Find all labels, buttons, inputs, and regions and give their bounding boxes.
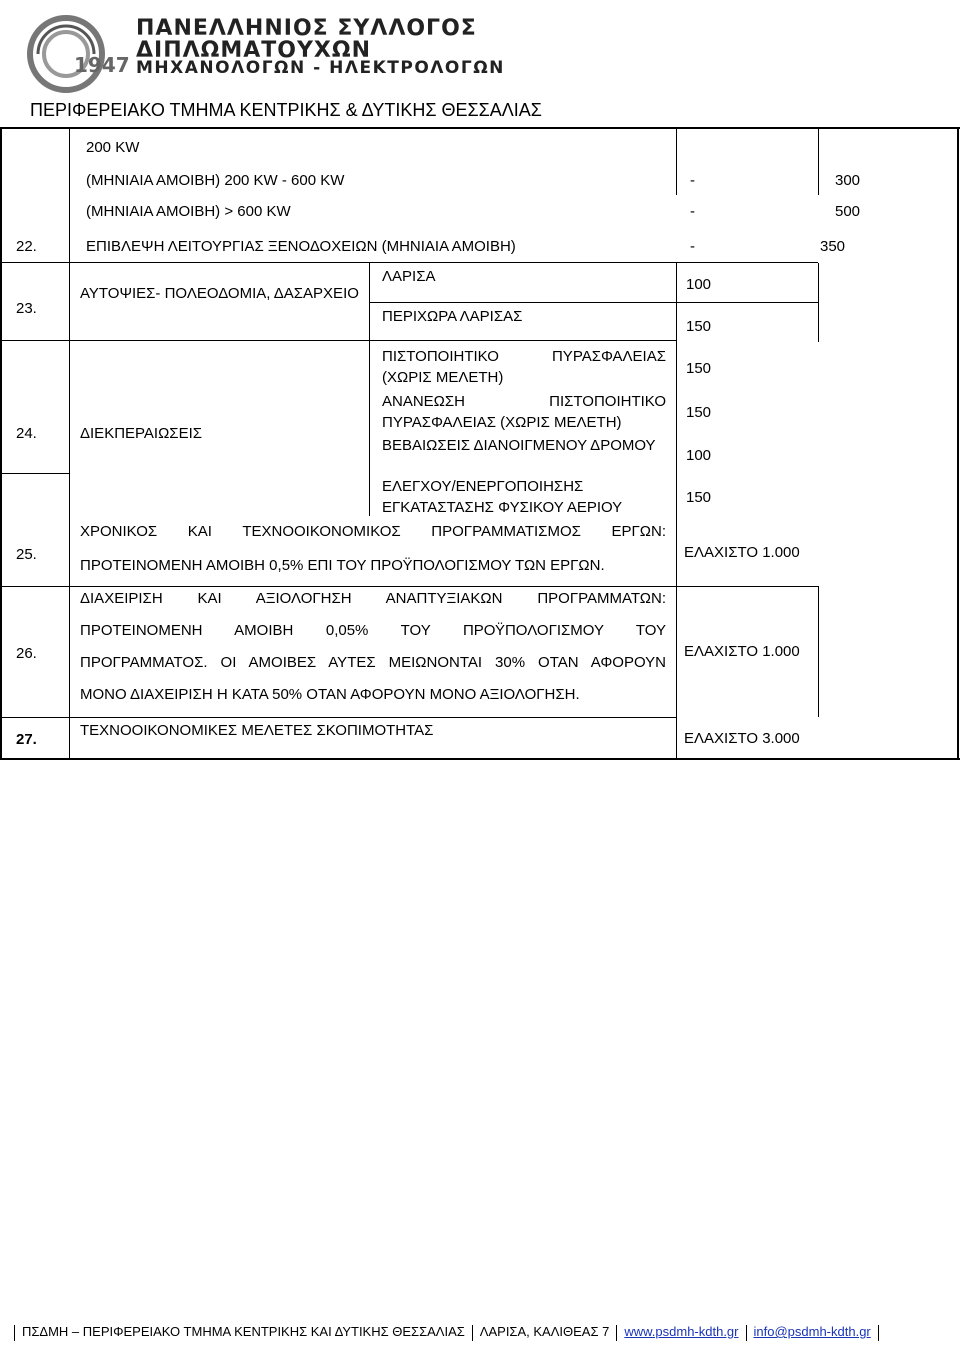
row-24-sub3: ΒΕΒΑΙΩΣΕΙΣ ΔΙΑΝΟΙΓΜΕΝΟΥ ΔΡΟΜΟΥ xyxy=(382,437,656,454)
row-26-line4: ΜΟΝΟ ΔΙΑΧΕΙΡΙΣΗ Η ΚΑΤΑ 50% ΟΤΑΝ ΑΦΟΡΟΥΝ ΜΟΝΟ ΑΞΙΟΛΟΓΗΣΗ. xyxy=(80,686,580,703)
footer xyxy=(0,1324,960,1341)
org-name-line3: ΜΗΧΑΝΟΛΟΓΩΝ - ΗΛΕΚΤΡΟΛΟΓΩΝ xyxy=(136,58,505,78)
row-24-sub2-line2: ΠΥΡΑΣΦΑΛΕΙΑΣ (ΧΩΡΙΣ ΜΕΛΕΤΗ) xyxy=(382,414,622,431)
row-22-value: 350 xyxy=(820,238,846,255)
row-200-600kw-label: (ΜΗΝΙΑΙΑ ΑΜΟΙΒΗ) 200 KW - 600 KW xyxy=(86,172,345,189)
row-23-sub-perichora: ΠΕΡΙΧΩΡΑ ΛΑΡΙΣΑΣ xyxy=(382,308,523,325)
row-22-number: 22. xyxy=(16,238,37,255)
row-25-line2: ΠΡΟΤΕΙΝΟΜΕΝΗ ΑΜΟΙΒΗ 0,5% ΕΠΙ ΤΟΥ ΠΡΟΫΠΟΛΟΓΙΣΜΟΥ ΤΩΝ ΕΡΓΩΝ. xyxy=(80,557,605,574)
row-27-label: ΤΕΧΝΟΟΙΚΟΝΟΜΙΚΕΣ ΜΕΛΕΤΕΣ ΣΚΟΠΙΜΟΤΗΤΑΣ xyxy=(80,722,434,739)
row-23-label: ΑΥΤΟΨΙΕΣ- ΠΟΛΕΟΔΟΜΙΑ, ΔΑΣΑΡΧΕΙΟ xyxy=(80,285,359,302)
row-24-value4: 150 xyxy=(686,489,712,506)
row-24-sub4-line1: ΕΛΕΓΧΟΥ/ΕΝΕΡΓΟΠΟΙΗΣΗΣ xyxy=(382,478,584,495)
row-24-number: 24. xyxy=(16,425,37,442)
row-600kw-dash: - xyxy=(690,203,695,220)
org-name-line2: ΔΙΠΛΩΜΑΤΟΥΧΩΝ xyxy=(136,38,371,63)
row-600kw-value: 500 xyxy=(835,203,861,220)
row-26-number: 26. xyxy=(16,645,37,662)
org-name-line1: ΠΑΝΕΛΛΗΝΙΟΣ ΣΥΛΛΟΓΟΣ xyxy=(136,16,477,41)
row-23-number: 23. xyxy=(16,300,37,317)
row-24-label: ΔΙΕΚΠΕΡΑΙΩΣΕΙΣ xyxy=(80,425,203,442)
row-24-sub2-line1: ΑΝΑΝΕΩΣΗ ΠΙΣΤΟΠΟΙΗΤΙΚΟ xyxy=(382,393,666,410)
row-600kw-label: (ΜΗΝΙΑΙΑ ΑΜΟΙΒΗ) > 600 KW xyxy=(86,203,291,220)
footer-address: ΛΑΡΙΣΑ, ΚΑΛΙΘΕΑΣ 7 xyxy=(479,1324,610,1339)
row-24-value2: 150 xyxy=(686,404,712,421)
row-23-value-perichora: 150 xyxy=(686,318,712,335)
row-200kw-label: 200 KW xyxy=(86,139,140,156)
row-27-value: ΕΛΑΧΙΣΤΟ 3.000 xyxy=(684,730,800,747)
row-24-sub4-line2: ΕΓΚΑΤΑΣΤΑΣΗΣ ΦΥΣΙΚΟΥ ΑΕΡΙΟΥ xyxy=(382,499,623,516)
row-24-sub1-line2: (ΧΩΡΙΣ ΜΕΛΕΤΗ) xyxy=(382,369,504,386)
logo-year: 1947 xyxy=(74,53,130,77)
row-200-600kw-value: 300 xyxy=(835,172,861,189)
row-25-line1: ΧΡΟΝΙΚΟΣ ΚΑΙ ΤΕΧΝΟΟΙΚΟΝΟΜΙΚΟΣ ΠΡΟΓΡΑΜΜΑΤΙΣΜΟΣ ΕΡΓΩΝ: xyxy=(80,523,666,540)
row-24-sub1-line1: ΠΙΣΤΟΠΟΙΗΤΙΚΟ ΠΥΡΑΣΦΑΛΕΙΑΣ xyxy=(382,348,666,365)
row-26-line1: ΔΙΑΧΕΙΡΙΣΗ ΚΑΙ ΑΞΙΟΛΟΓΗΣΗ ΑΝΑΠΤΥΞΙΑΚΩΝ ΠΡΟΓΡΑΜΜΑΤΩΝ: xyxy=(80,590,666,607)
row-22-dash: - xyxy=(690,238,695,255)
row-22-label: ΕΠΙΒΛΕΨΗ ΛΕΙΤΟΥΡΓΙΑΣ ΞΕΝΟΔΟΧΕΙΩΝ (ΜΗΝΙΑΙΑ ΑΜΟΙΒΗ) xyxy=(86,238,516,255)
footer-org: ΠΣΔΜΗ – ΠΕΡΙΦΕΡΕΙΑΚΟ ΤΜΗΜΑ ΚΕΝΤΡΙΚΗΣ ΚΑΙ ΔΥΤΙΚΗΣ ΘΕΣΣΑΛΙΑΣ xyxy=(22,1324,465,1339)
row-26-value: ΕΛΑΧΙΣΤΟ 1.000 xyxy=(684,643,800,660)
row-24-value1: 150 xyxy=(686,360,712,377)
row-25-number: 25. xyxy=(16,546,37,563)
row-23-value-larisa: 100 xyxy=(686,276,712,293)
row-200-600kw-dash: - xyxy=(690,172,695,189)
row-25-value: ΕΛΑΧΙΣΤΟ 1.000 xyxy=(684,544,800,561)
row-24-value3: 100 xyxy=(686,447,712,464)
region-title: ΠΕΡΙΦΕΡΕΙΑΚΟ ΤΜΗΜΑ ΚΕΝΤΡΙΚΗΣ & ΔΥΤΙΚΗΣ ΘΕΣΣΑΛΙΑΣ xyxy=(30,100,542,120)
logo xyxy=(26,14,130,94)
row-26-line2: ΠΡΟΤΕΙΝΟΜΕΝΗ ΑΜΟΙΒΗ 0,05% ΤΟΥ ΠΡΟΫΠΟΛΟΓΙΣΜΟΥ ΤΟΥ xyxy=(80,622,666,639)
footer-email-link[interactable]: info@psdmh-kdth.gr xyxy=(753,1324,871,1339)
footer-website-link[interactable]: www.psdmh-kdth.gr xyxy=(624,1324,739,1339)
row-23-sub-larisa: ΛΑΡΙΣΑ xyxy=(382,268,436,285)
row-27-number: 27. xyxy=(16,731,37,748)
row-26-line3: ΠΡΟΓΡΑΜΜΑΤΟΣ. ΟΙ ΑΜΟΙΒΕΣ ΑΥΤΕΣ ΜΕΙΩΝΟΝΤΑΙ 30% ΟΤΑΝ ΑΦΟΡΟΥΝ xyxy=(80,654,666,671)
